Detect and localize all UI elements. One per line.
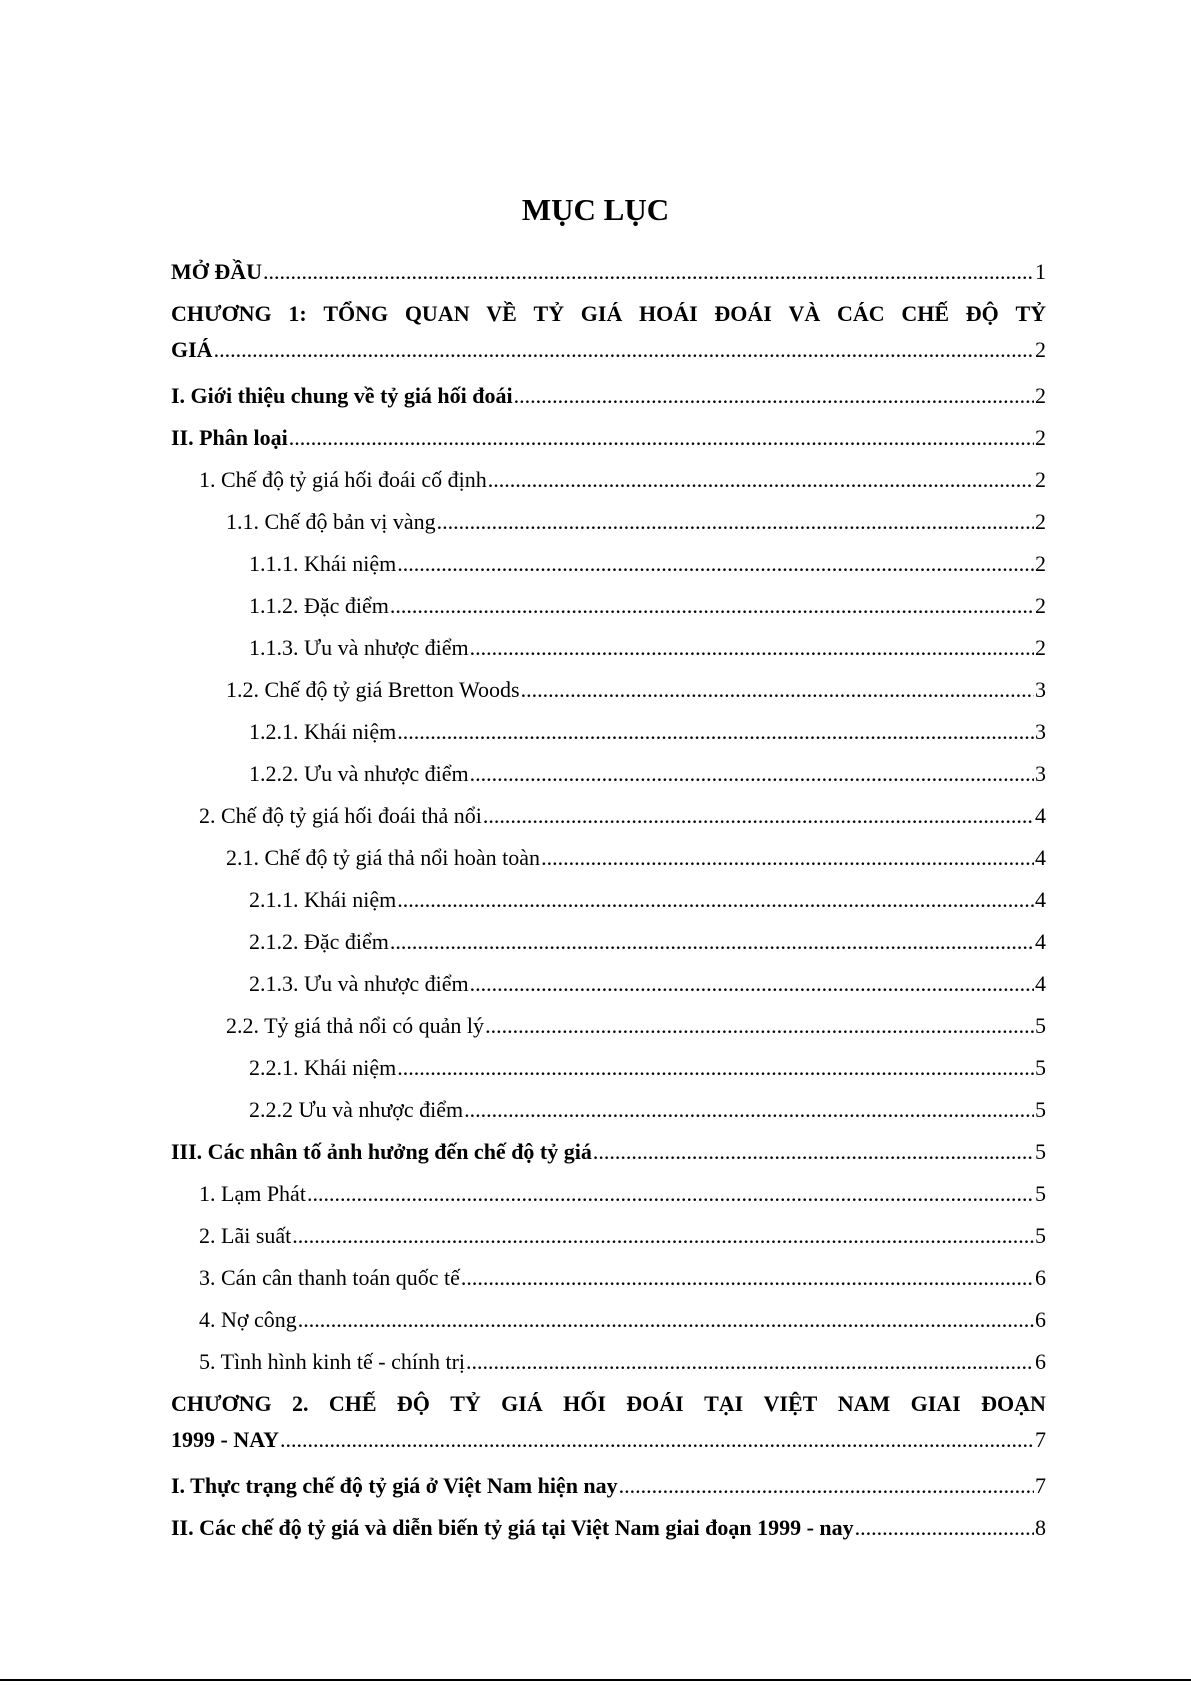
toc-entry-label: 2.1.2. Đặc điểm — [249, 929, 389, 954]
toc-page-number: 5 — [1035, 1181, 1046, 1206]
toc-entry[interactable] — [171, 1008, 1046, 1050]
heading-word: CHƯƠNG — [171, 1391, 272, 1416]
heading-word: VÀ — [788, 301, 821, 326]
toc-entry-label: 1.1.2. Đặc điểm — [249, 593, 389, 618]
toc-entry-label: 1.1.1. Khái niệm — [249, 551, 397, 576]
toc-chapter-entry[interactable] — [171, 1386, 1046, 1468]
heading-word: TỶ — [533, 301, 565, 326]
toc-entry[interactable] — [171, 882, 1046, 924]
toc-entry[interactable] — [171, 1344, 1046, 1386]
heading-word: TỔNG — [323, 301, 389, 326]
toc-entry-label: I. Thực trạng chế độ tỷ giá ở Việt Nam hiện nay — [171, 1473, 618, 1498]
heading-word: TỶ — [1015, 301, 1046, 326]
dot-leader — [514, 382, 1034, 410]
heading-word: ĐOÁI — [626, 1391, 684, 1416]
dot-leader — [855, 1514, 1034, 1542]
toc-page-number: 2 — [1035, 593, 1046, 618]
heading-word: NAM — [837, 1391, 891, 1416]
toc-page-number: 5 — [1035, 1223, 1046, 1248]
heading-word: GIÁ — [580, 301, 623, 326]
dot-leader — [390, 928, 1034, 956]
toc-entry[interactable] — [171, 462, 1046, 504]
toc-entry-label: 1.2. Chế độ tỷ giá Bretton Woods — [226, 677, 520, 702]
toc-page-number: 4 — [1035, 971, 1046, 996]
toc-page-number: 6 — [1035, 1265, 1046, 1290]
toc-page-number: 2 — [1035, 337, 1046, 362]
toc-entry-label: III. Các nhân tố ảnh hưởng đến chế độ tỷ giá — [171, 1139, 592, 1164]
toc-entry-label: II. Phân loại — [171, 425, 288, 450]
toc-entry[interactable] — [171, 840, 1046, 882]
heading-word: VIỆT — [763, 1391, 818, 1416]
toc-entry[interactable] — [171, 1134, 1046, 1176]
toc-entry-label: 1. Lạm Phát — [199, 1181, 306, 1206]
toc-page-number: 4 — [1035, 887, 1046, 912]
heading-word: CÁC — [837, 301, 885, 326]
toc-entry[interactable] — [171, 1218, 1046, 1260]
dot-leader — [397, 550, 1034, 578]
heading-word: 2. — [291, 1391, 309, 1416]
dot-leader — [397, 718, 1034, 746]
toc-page-number: 7 — [1035, 1427, 1046, 1452]
toc-page-number: 7 — [1035, 1473, 1046, 1498]
heading-word: HỐI — [563, 1391, 606, 1416]
dot-leader — [461, 1264, 1034, 1292]
toc-chapter-entry[interactable] — [171, 296, 1046, 378]
toc-entry-label: 3. Cán cân thanh toán quốc tế — [199, 1265, 460, 1290]
heading-word: CHẾ — [328, 1391, 377, 1416]
toc-entry[interactable] — [171, 1092, 1046, 1134]
dot-leader — [485, 1012, 1034, 1040]
toc-entry[interactable] — [171, 1468, 1046, 1510]
toc-entry-label: II. Các chế độ tỷ giá và diễn biến tỷ giá tại Việt Nam giai đoạn 1999 - nay — [171, 1515, 854, 1540]
heading-word: ĐOẠN — [981, 1391, 1046, 1416]
toc-entry-label: GIÁ — [171, 337, 213, 362]
dot-leader — [488, 466, 1034, 494]
toc-page-number: 6 — [1035, 1307, 1046, 1332]
toc-entry[interactable] — [171, 254, 1046, 296]
toc-entry[interactable] — [171, 1050, 1046, 1092]
heading-word: ĐỘ — [396, 1391, 430, 1416]
chapter-heading-line — [171, 300, 1046, 336]
toc-entry[interactable] — [171, 630, 1046, 672]
dot-leader — [593, 1138, 1034, 1166]
toc-entry[interactable] — [171, 420, 1046, 462]
toc-entry-label: 2.2.2 Ưu và nhược điểm — [249, 1097, 464, 1122]
heading-word: GIÁ — [501, 1391, 543, 1416]
toc-entry-label: 1.1.3. Ưu và nhược điểm — [249, 635, 469, 660]
toc-entry[interactable] — [171, 546, 1046, 588]
toc-entry-label: 2. Chế độ tỷ giá hối đoái thả nổi — [199, 803, 482, 828]
heading-word: HOÁI — [639, 301, 698, 326]
heading-word: GIAI — [910, 1391, 961, 1416]
heading-word: ĐỘ — [965, 301, 999, 326]
chapter-heading-line — [171, 1426, 1046, 1468]
dot-leader — [390, 592, 1034, 620]
toc-entry-label: 1. Chế độ tỷ giá hối đoái cố định — [199, 467, 487, 492]
chapter-heading-line — [171, 336, 1046, 378]
toc-page-number: 4 — [1035, 803, 1046, 828]
toc-entry-label: 1.2.1. Khái niệm — [249, 719, 397, 744]
heading-word: 1: — [288, 301, 307, 326]
toc-entry-label: 4. Nợ công — [199, 1307, 297, 1332]
toc-entry-label: I. Giới thiệu chung về tỷ giá hối đoái — [171, 383, 513, 408]
toc-page-number: 1 — [1035, 259, 1046, 284]
dot-leader — [466, 1348, 1034, 1376]
page-title: MỤC LỤC — [521, 192, 670, 227]
toc-entry-label: 2.2. Tỷ giá thả nổi có quản lý — [226, 1013, 485, 1038]
toc-entry[interactable] — [171, 924, 1046, 966]
dot-leader — [619, 1472, 1034, 1500]
toc-entry-label: 5. Tình hình kinh tế - chính trị — [199, 1349, 466, 1374]
heading-word: CHƯƠNG — [171, 301, 272, 326]
toc-entry[interactable] — [171, 798, 1046, 840]
toc-entry[interactable] — [171, 504, 1046, 546]
dot-leader — [307, 1180, 1034, 1208]
toc-entry-label: 2.2.1. Khái niệm — [249, 1055, 397, 1080]
toc-entry[interactable] — [171, 756, 1046, 798]
toc-page-number: 2 — [1035, 467, 1046, 492]
toc-page-number: 2 — [1035, 635, 1046, 660]
dot-leader — [470, 970, 1034, 998]
toc-page-number: 2 — [1035, 509, 1046, 534]
toc-page-number: 4 — [1035, 929, 1046, 954]
dot-leader — [397, 886, 1034, 914]
toc-entry[interactable] — [171, 672, 1046, 714]
toc-entry[interactable] — [171, 1510, 1046, 1552]
toc-entry-label: 2.1.1. Khái niệm — [249, 887, 397, 912]
toc-page-number: 5 — [1035, 1013, 1046, 1038]
toc-page-number: 4 — [1035, 845, 1046, 870]
toc-entry[interactable] — [171, 1260, 1046, 1302]
chapter-heading-line — [171, 1390, 1046, 1426]
toc-page-number: 6 — [1035, 1349, 1046, 1374]
dot-leader — [437, 508, 1034, 536]
toc-entry-label: 2.1. Chế độ tỷ giá thả nổi hoàn toàn — [226, 845, 541, 870]
toc-page-number: 2 — [1035, 425, 1046, 450]
toc-entry[interactable] — [171, 714, 1046, 756]
toc-entry-label: 1.2.2. Ưu và nhược điểm — [249, 761, 469, 786]
toc-entry-label: 1999 - NAY — [171, 1427, 279, 1452]
heading-word: TỶ — [450, 1391, 481, 1416]
heading-word: CHẾ — [901, 301, 950, 326]
toc-entry[interactable] — [171, 378, 1046, 420]
dot-leader — [464, 1096, 1034, 1124]
dot-leader — [292, 1222, 1034, 1250]
toc-page-number: 5 — [1035, 1055, 1046, 1080]
toc-entry-label: 2.1.3. Ưu và nhược điểm — [249, 971, 469, 996]
dot-leader — [483, 802, 1034, 830]
toc-entry[interactable] — [171, 588, 1046, 630]
toc-page-number: 2 — [1035, 383, 1046, 408]
toc-entry[interactable] — [171, 1176, 1046, 1218]
dot-leader — [298, 1306, 1034, 1334]
dot-leader — [214, 336, 1034, 364]
dot-leader — [521, 676, 1034, 704]
toc-page-number: 5 — [1035, 1139, 1046, 1164]
toc-page-number: 2 — [1035, 551, 1046, 576]
heading-word: TẠI — [704, 1391, 744, 1416]
page-edge-rule — [0, 1679, 1191, 1681]
toc-entry-label: MỞ ĐẦU — [171, 259, 263, 284]
toc-entry-label: 1.1. Chế độ bản vị vàng — [226, 509, 436, 534]
heading-word: ĐOÁI — [714, 301, 772, 326]
dot-leader — [263, 258, 1034, 286]
heading-word: QUAN — [404, 301, 470, 326]
toc-page-number: 8 — [1035, 1515, 1046, 1540]
table-of-contents — [171, 254, 1046, 1552]
toc-page-number: 3 — [1035, 761, 1046, 786]
dot-leader — [397, 1054, 1034, 1082]
dot-leader — [470, 760, 1034, 788]
toc-page-number: 5 — [1035, 1097, 1046, 1122]
toc-page-number: 3 — [1035, 677, 1046, 702]
heading-word: VỀ — [486, 301, 517, 326]
dot-leader — [280, 1426, 1034, 1454]
toc-entry-label: 2. Lãi suất — [199, 1223, 292, 1248]
toc-page-number: 3 — [1035, 719, 1046, 744]
toc-entry[interactable] — [171, 966, 1046, 1008]
dot-leader — [289, 424, 1034, 452]
dot-leader — [470, 634, 1034, 662]
dot-leader — [541, 844, 1034, 872]
toc-entry[interactable] — [171, 1302, 1046, 1344]
